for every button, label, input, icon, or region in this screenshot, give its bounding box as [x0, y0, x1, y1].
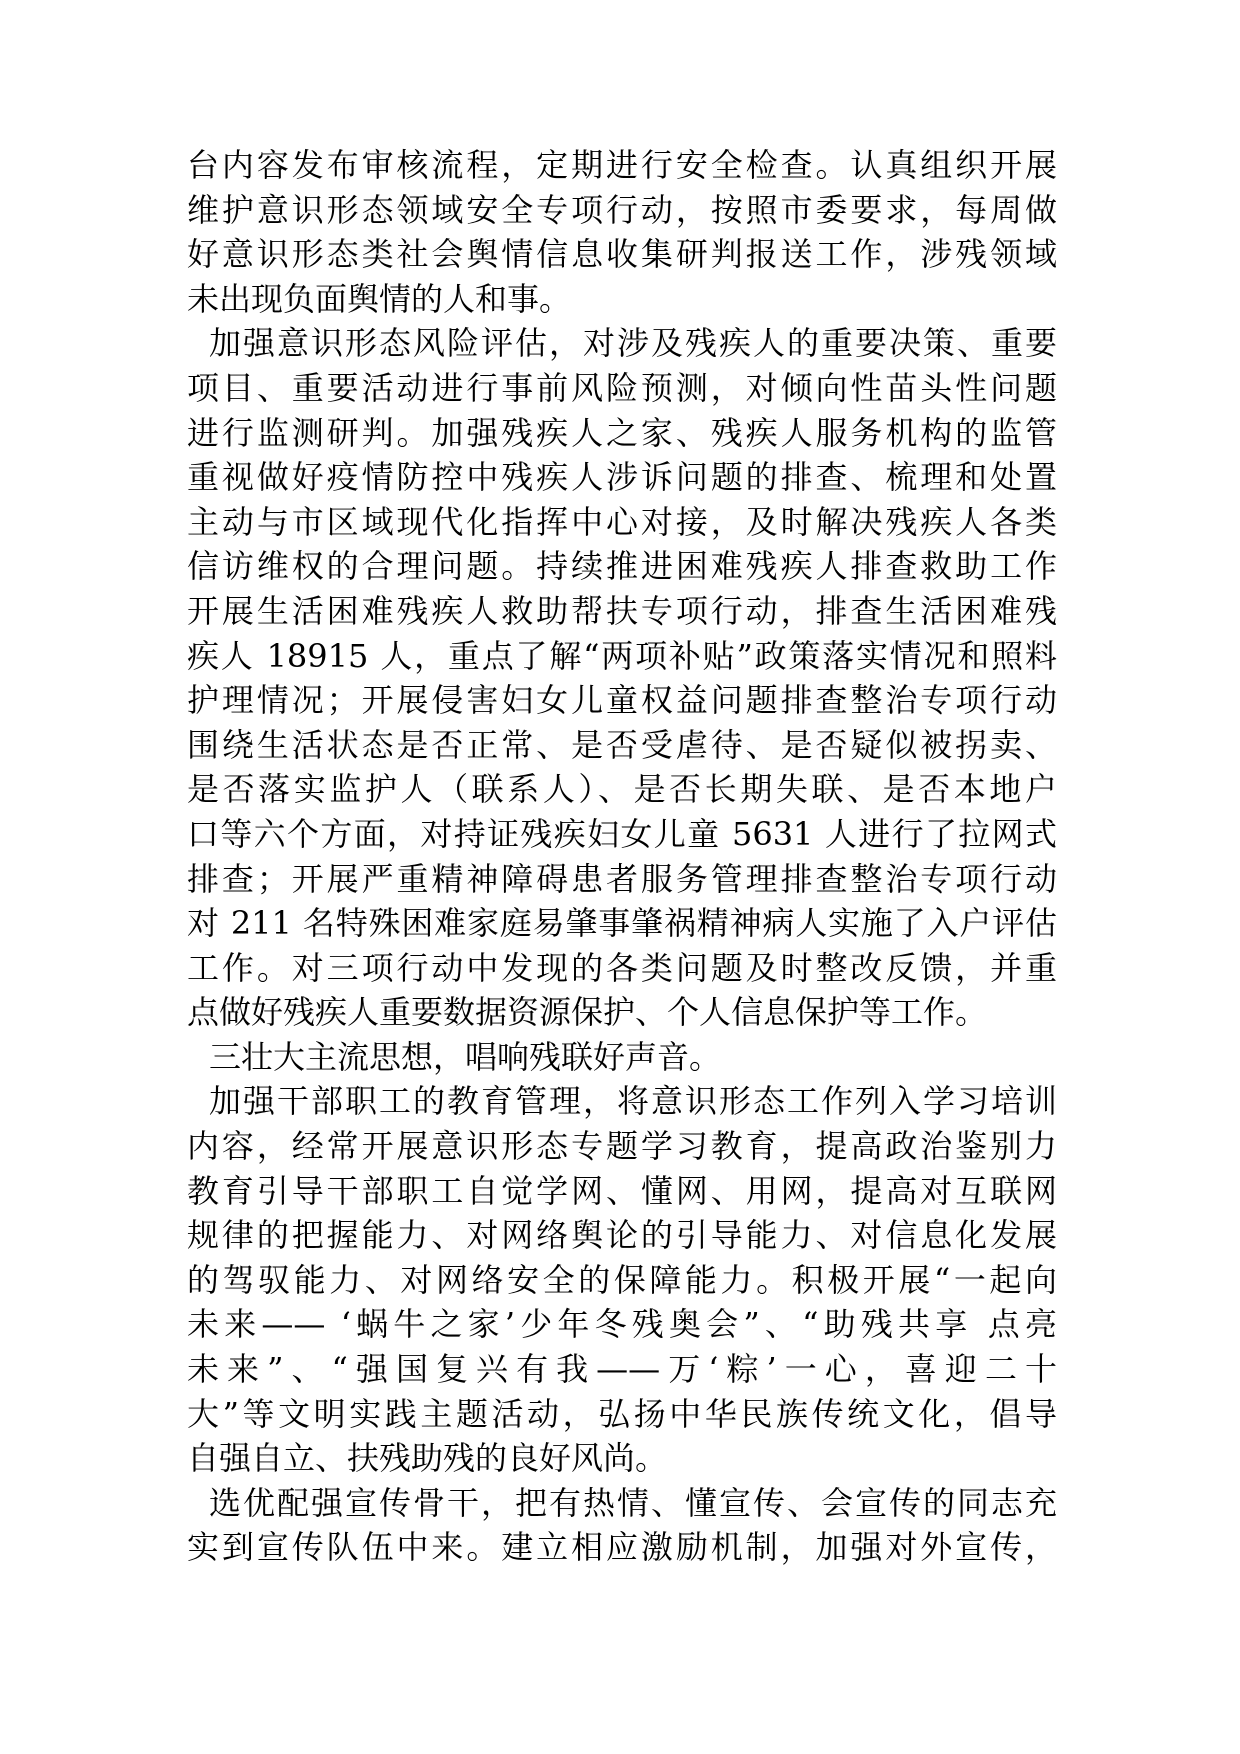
text-line: 好意识形态类社会舆情信息收集研判报送工作，涉残领域 — [187, 235, 1057, 274]
text-line: 围绕生活状态是否正常、是否受虐待、是否疑似被拐卖、 — [187, 725, 1057, 764]
text-line: 大”等文明实践主题活动，弘扬中华民族传统文化，倡导 — [187, 1394, 1057, 1433]
text-line: 点做好残疾人重要数据资源保护、个人信息保护等工作。 — [187, 993, 988, 1032]
text-line: 是否落实监护人（联系人）、是否长期失联、是否本地户 — [187, 770, 1057, 809]
text-line: 开展生活困难残疾人救助帮扶专项行动，排查生活困难残 — [187, 591, 1057, 630]
text-line: 加强干部职工的教育管理，将意识形态工作列入学习培训 — [209, 1082, 1057, 1121]
text-line: 护理情况；开展侵害妇女儿童权益问题排查整治专项行动 — [187, 681, 1057, 720]
text-line: 口等六个方面，对持证残疾妇女儿童 5631 人进行了拉网式 — [187, 814, 1057, 853]
text-line: 主动与市区域现代化指挥中心对接，及时解决残疾人各类 — [187, 502, 1057, 541]
text-line: 加强意识形态风险评估，对涉及残疾人的重要决策、重要 — [209, 324, 1057, 363]
text-line: 台内容发布审核流程，定期进行安全检查。认真组织开展 — [187, 146, 1057, 184]
text-line: 实到宣传队伍中来。建立相应激励机制，加强对外宣传， — [187, 1528, 1057, 1567]
section-heading: 三壮大主流思想，唱响残联好声音。 — [209, 1037, 722, 1076]
text-line: 未出现负面舆情的人和事。 — [187, 279, 572, 318]
text-line: 排查；开展严重精神障碍患者服务管理排查整治专项行动 — [187, 859, 1057, 898]
document-body — [187, 143, 1057, 1570]
text-line: 维护意识形态领域安全专项行动，按照市委要求，每周做 — [187, 190, 1057, 229]
text-line: 对 211 名特殊困难家庭易肇事肇祸精神病人实施了入户评估 — [187, 904, 1057, 943]
text-line: 重视做好疫情防控中残疾人涉诉问题的排查、梳理和处置 — [187, 458, 1057, 497]
text-line: 项目、重要活动进行事前风险预测，对倾向性苗头性问题 — [187, 368, 1057, 407]
text-line: 疾人 18915 人，重点了解“两项补贴”政策落实情况和照料 — [187, 636, 1057, 675]
text-line: 工作。对三项行动中发现的各类问题及时整改反馈，并重 — [187, 948, 1057, 987]
text-line: 未来”、“强国复兴有我——万‘粽’一心，喜迎二十 — [187, 1350, 1057, 1389]
text-line: 信访维权的合理问题。持续推进困难残疾人排查救助工作 — [187, 547, 1057, 586]
text-line: 选优配强宣传骨干，把有热情、懂宣传、会宣传的同志充 — [209, 1483, 1057, 1522]
text-line: 教育引导干部职工自觉学网、懂网、用网，提高对互联网 — [187, 1171, 1057, 1210]
text-line: 的驾驭能力、对网络安全的保障能力。积极开展“一起向 — [187, 1260, 1057, 1299]
text-line: 自强自立、扶残助残的良好风尚。 — [187, 1439, 668, 1478]
text-line: 规律的把握能力、对网络舆论的引导能力、对信息化发展 — [187, 1216, 1057, 1255]
text-line: 未来—— ‘蜗牛之家’少年冬残奥会”、“助残共享 点亮 — [187, 1305, 1057, 1344]
text-line: 进行监测研判。加强残疾人之家、残疾人服务机构的监管 — [187, 413, 1057, 452]
text-line: 内容，经常开展意识形态专题学习教育，提高政治鉴别力 — [187, 1127, 1057, 1166]
